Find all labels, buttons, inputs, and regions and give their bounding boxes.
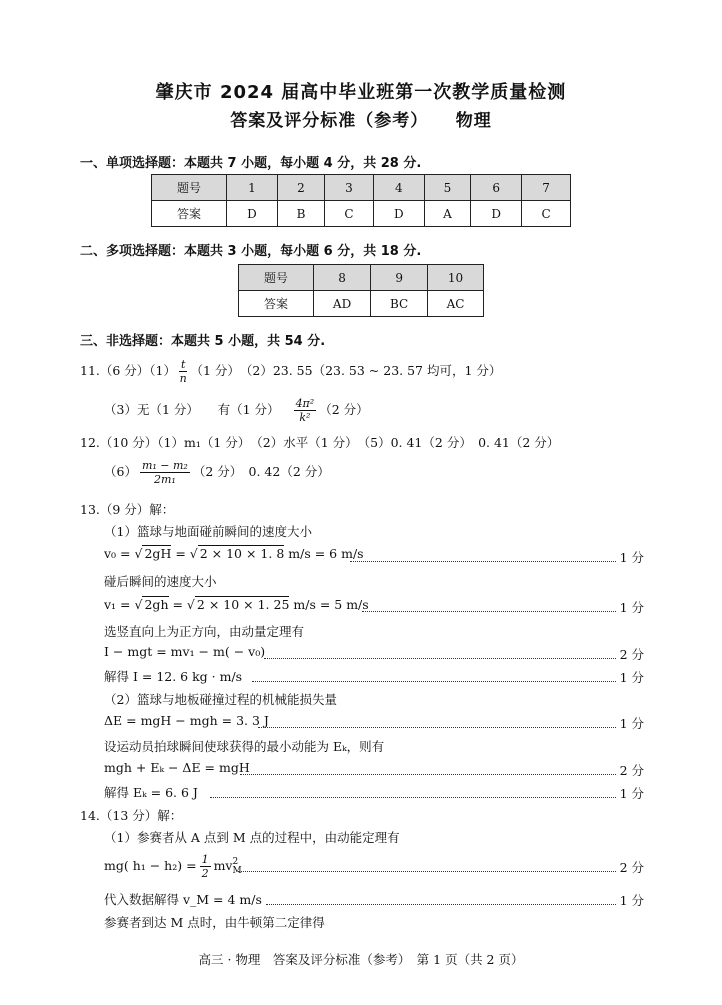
row-label: 题号: [239, 265, 314, 291]
table-row: [152, 201, 571, 227]
eq-text: v₁ =: [104, 597, 131, 612]
denominator: 2m₁: [153, 473, 176, 486]
q14-step: （1）参赛者从 A 点到 M 点的过程中，由动能定理有: [104, 830, 400, 845]
fraction-one-half: [200, 853, 211, 880]
q13-step: （1）篮球与地面碰前瞬间的速度大小: [104, 524, 312, 539]
denominator: n: [179, 372, 187, 385]
subscript: M: [232, 865, 242, 876]
table-cell: 1: [227, 175, 278, 201]
score-points: 1 分: [619, 716, 644, 731]
q13-heading: 13.（9 分）解：: [80, 502, 175, 517]
q12-text: （6）: [104, 464, 137, 479]
dot-leader: [264, 658, 616, 659]
multi-choice-table: [238, 264, 484, 317]
q12-text: （2 分） 0. 42（2 分）: [192, 464, 330, 479]
score-points: 2 分: [619, 860, 644, 875]
score-points: 1 分: [619, 893, 644, 908]
q13-step: 设运动员拍球瞬间使球获得的最小动能为 Eₖ，则有: [104, 739, 385, 754]
page-footer: 高三 · 物理 答案及评分标准（参考） 第 1 页（共 2 页）: [198, 952, 524, 967]
table-row: [239, 291, 484, 317]
dot-leader: [362, 611, 616, 612]
q13-step: 碰后瞬间的速度大小: [104, 574, 217, 589]
table-cell: C: [325, 201, 374, 227]
superscript: 2: [232, 856, 239, 867]
table-cell: A: [424, 201, 470, 227]
eq-text: m/s = 6 m/s: [284, 546, 364, 561]
table-cell: 6: [471, 175, 522, 201]
denominator: 2: [201, 867, 209, 880]
table-cell: 10: [428, 265, 484, 291]
table-cell: 2: [277, 175, 324, 201]
q13-equation: 解得 Eₖ = 6. 6 J: [104, 785, 198, 800]
score-points: 1 分: [619, 786, 644, 801]
numerator: m₁ − m₂: [141, 459, 188, 472]
q13-step: （2）篮球与地板碰撞过程的机械能损失量: [104, 692, 337, 707]
eq-text: v₀ =: [104, 546, 131, 561]
q13-equation: I − mgt = mv₁ − m( − v₀): [104, 644, 266, 659]
eq-text: m/s = 5 m/s: [289, 597, 369, 612]
score-points: 2 分: [619, 763, 644, 778]
fraction-4pi2-over-k2: [294, 397, 317, 424]
table-cell: AD: [314, 291, 371, 317]
score-points: 1 分: [619, 550, 644, 565]
sqrt-radicand: 2gH: [144, 546, 172, 561]
score-points: 1 分: [619, 670, 644, 685]
table-cell: 9: [371, 265, 428, 291]
table-cell: 4: [373, 175, 424, 201]
q14-equation: [104, 853, 242, 880]
sqrt-radicand: 2 × 10 × 1. 8: [199, 546, 285, 561]
table-cell: D: [471, 201, 522, 227]
table-cell: B: [277, 201, 324, 227]
table-cell: 7: [522, 175, 571, 201]
table-cell: BC: [371, 291, 428, 317]
q13-equation: 解得 I = 12. 6 kg · m/s: [104, 669, 243, 684]
denominator: k²: [299, 411, 311, 424]
table-cell: D: [227, 201, 278, 227]
q11-line2: [104, 397, 369, 424]
dot-leader: [258, 727, 616, 728]
q12-line2: [104, 459, 330, 486]
table-cell: D: [373, 201, 424, 227]
document-subtitle: 答案及评分标准（参考） 物理: [230, 111, 492, 131]
eq-text: mg( h₁ − h₂) =: [104, 858, 197, 873]
q13-step: 选竖直向上为正方向，由动量定理有: [104, 624, 305, 639]
q12-line1: 12.（10 分）（1）m₁（1 分） （2）水平（1 分） （5）0. 41（2 分） 0. 41（2 分）: [80, 435, 560, 450]
section1-heading: 一、单项选择题：本题共 7 小题，每小题 4 分，共 28 分.: [80, 156, 422, 171]
table-cell: 3: [325, 175, 374, 201]
eq-text: =: [168, 597, 187, 612]
table-row: [152, 175, 571, 201]
table-cell: C: [522, 201, 571, 227]
table-cell: AC: [428, 291, 484, 317]
document-title: 肇庆市 2024 届高中毕业班第一次教学质量检测: [155, 82, 567, 103]
q14-step: 参赛者到达 M 点时，由牛顿第二定律得: [104, 915, 325, 930]
dot-leader: [350, 561, 616, 562]
section2-heading: 二、多项选择题：本题共 3 小题，每小题 6 分，共 18 分.: [80, 244, 422, 259]
eq-text: mv: [213, 858, 233, 873]
q11-text: （2 分）: [319, 402, 369, 417]
q11-text: （3）无（1 分） 有（1 分）: [104, 402, 280, 417]
q13-equation: v₀ = √ 2gH = √ 2 × 10 × 1. 8 m/s = 6 m/s: [104, 546, 364, 561]
q13-equation: mgh + Eₖ − ΔE = mgH: [104, 760, 250, 775]
score-points: 1 分: [619, 600, 644, 615]
q14-heading: 14.（13 分）解：: [80, 808, 183, 823]
numerator: 4π²: [295, 397, 315, 410]
numerator: 1: [201, 853, 209, 866]
sqrt-radicand: 2gh: [144, 597, 169, 612]
table-cell: 5: [424, 175, 470, 201]
q11-line1: [80, 358, 501, 385]
q14-equation: 代入数据解得 v_M = 4 m/s: [104, 892, 262, 907]
dot-leader: [210, 797, 616, 798]
dot-leader: [266, 904, 616, 905]
table-cell: 8: [314, 265, 371, 291]
dot-leader: [252, 681, 616, 682]
fraction-mass-ratio: [140, 459, 190, 486]
row-label: 答案: [239, 291, 314, 317]
table-row: [239, 265, 484, 291]
dot-leader: [238, 871, 616, 872]
section3-heading: 三、非选择题：本题共 5 小题，共 54 分.: [80, 334, 326, 349]
dot-leader: [240, 774, 616, 775]
fraction-t-over-n: [179, 358, 187, 385]
row-label: 答案: [152, 201, 227, 227]
eq-text: =: [171, 546, 190, 561]
q11-text: 11.（6 分）（1）: [80, 363, 177, 378]
q13-equation: v₁ = √ 2gh = √ 2 × 10 × 1. 25 m/s = 5 m/s: [104, 597, 369, 612]
score-points: 2 分: [619, 647, 644, 662]
numerator: t: [181, 358, 186, 371]
q13-equation: ΔE = mgH − mgh = 3. 3 J: [104, 713, 269, 728]
single-choice-table: [151, 174, 571, 227]
row-label: 题号: [152, 175, 227, 201]
q11-text: （1 分） （2）23. 55（23. 53 ~ 23. 57 均可，1 分）: [190, 363, 502, 378]
sqrt-radicand: 2 × 10 × 1. 25: [196, 597, 290, 612]
